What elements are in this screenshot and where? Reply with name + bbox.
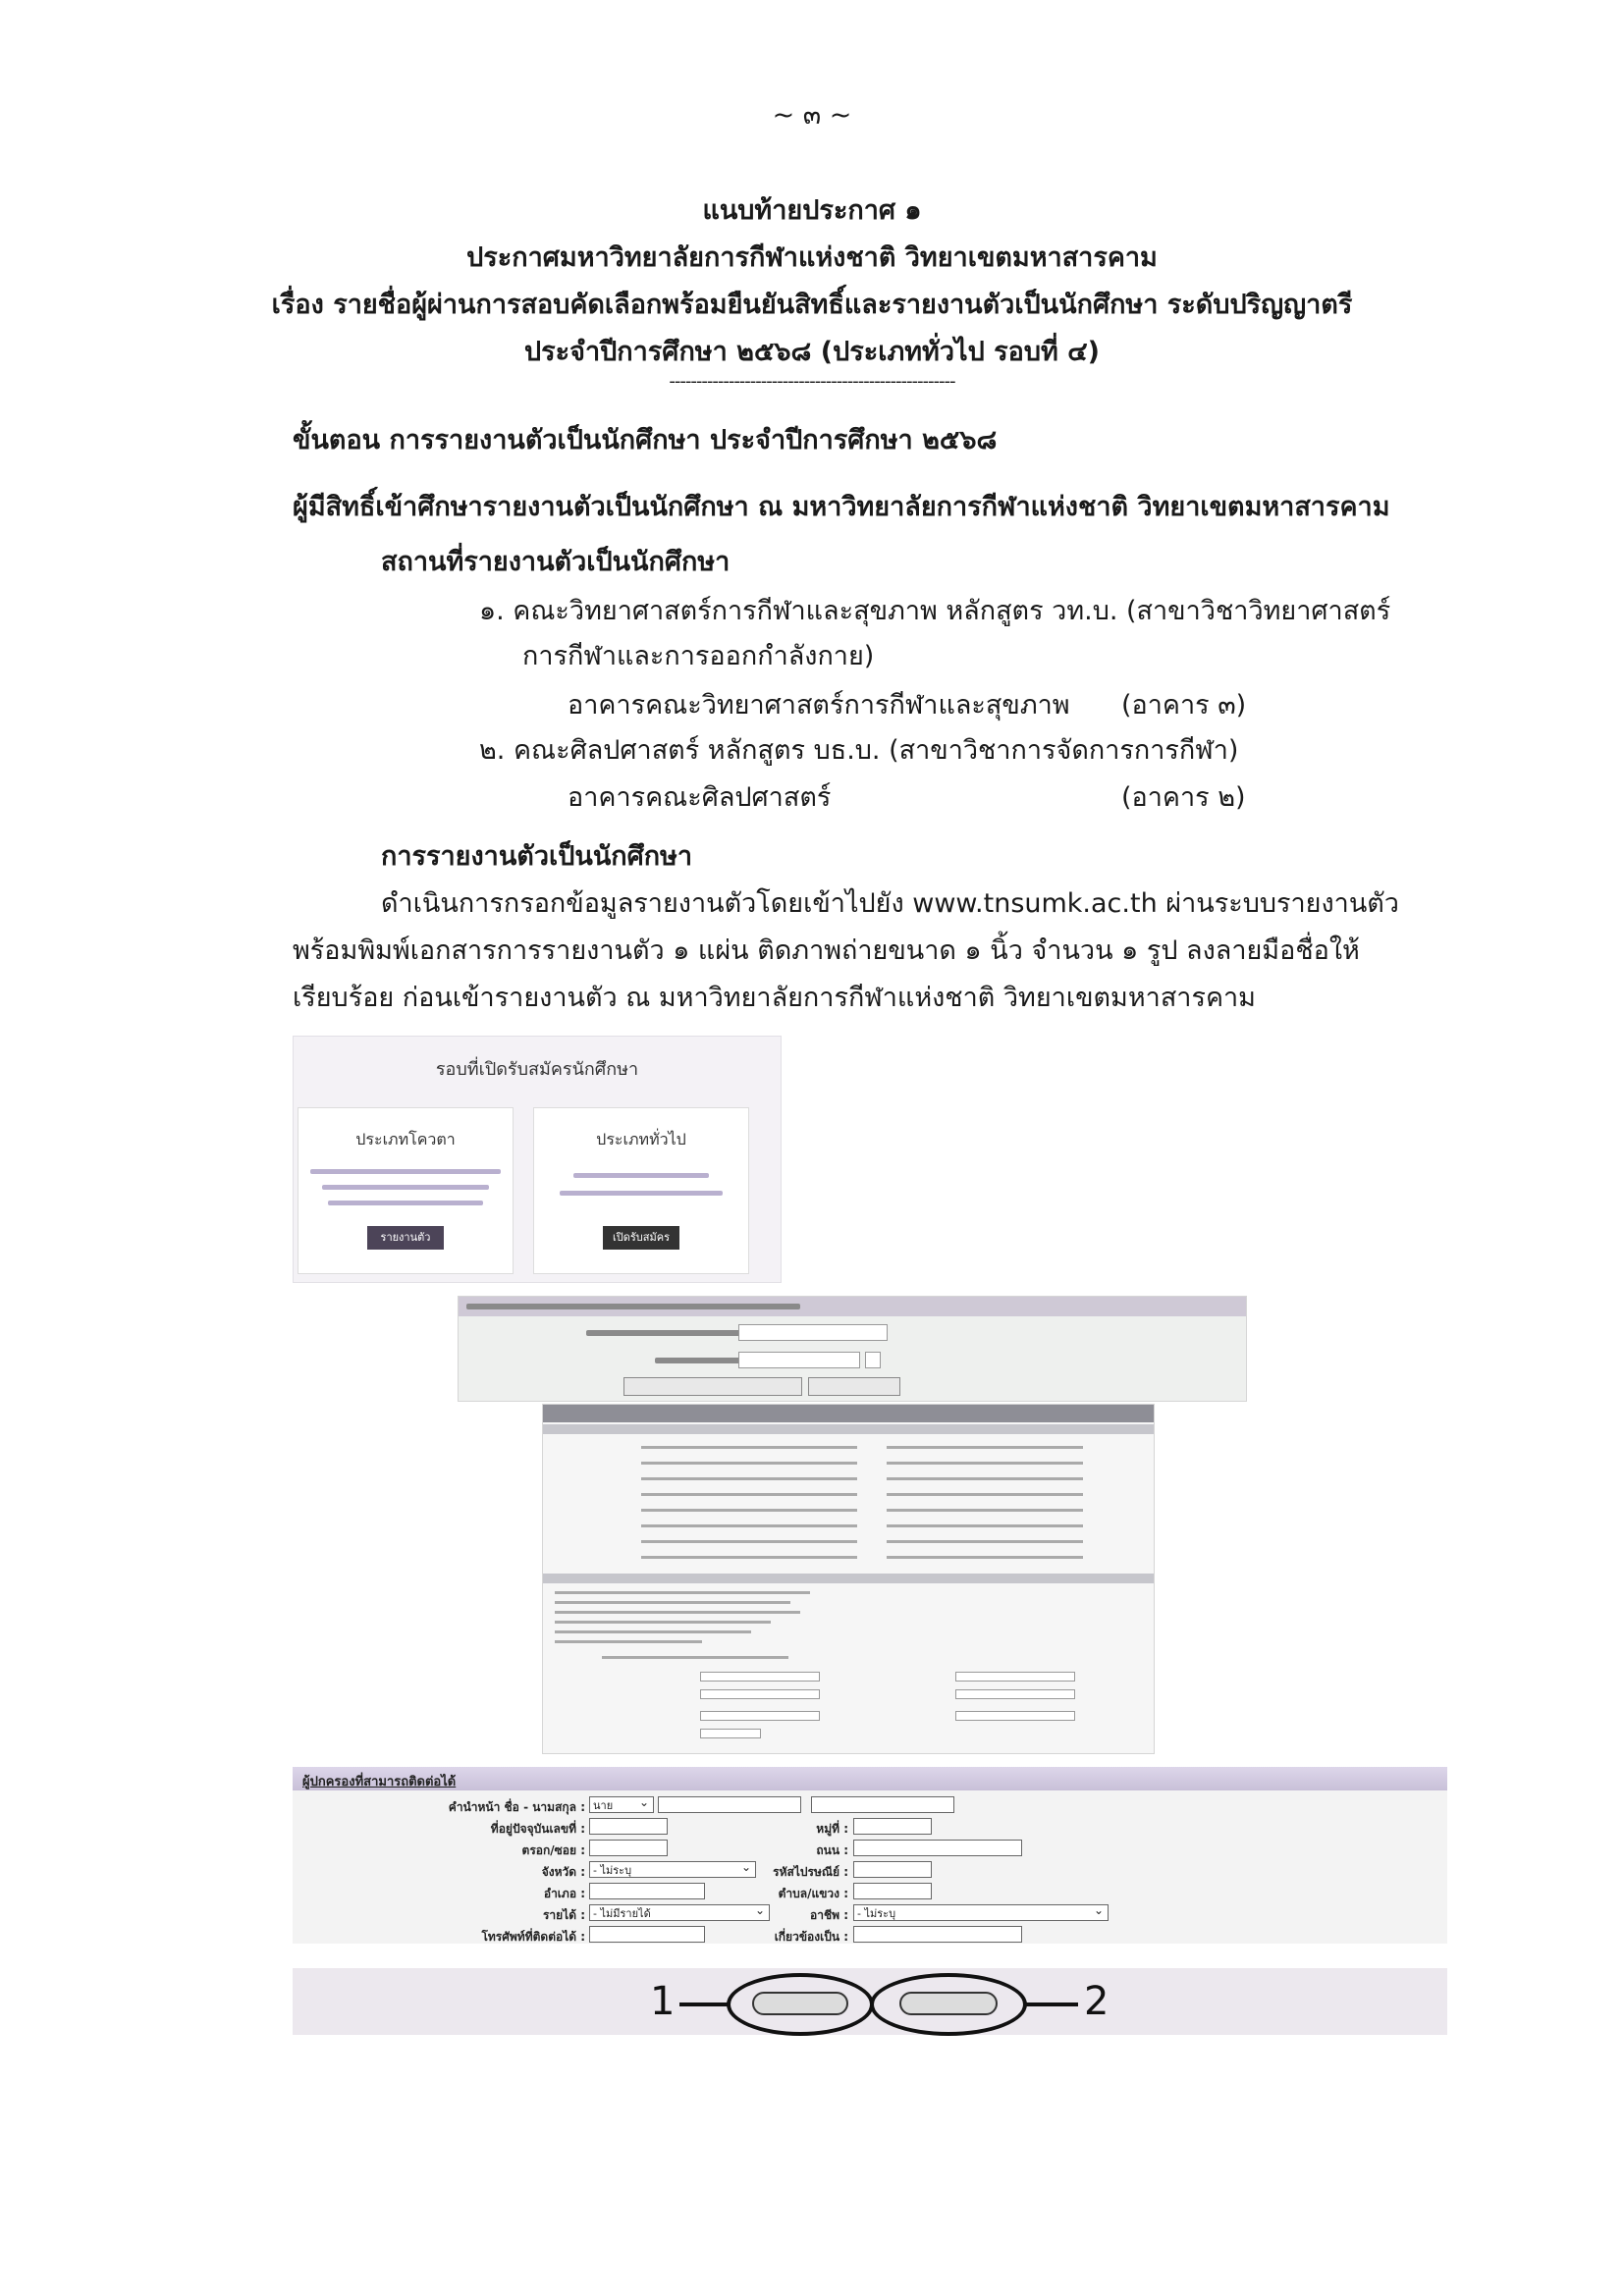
form-row <box>641 1477 857 1480</box>
checkbox-row <box>555 1621 771 1624</box>
enter-report-button[interactable] <box>623 1377 802 1396</box>
open-application-button[interactable]: เปิดรับสมัคร <box>603 1226 679 1250</box>
relation-label: เกี่ยวข้องเป็น : <box>774 1930 848 1944</box>
phone-input[interactable] <box>589 1926 705 1943</box>
address-no-label: ที่อยู่ปัจจุบันเลขที่ : <box>490 1822 585 1836</box>
guardian-title-select[interactable]: นาย ⌄ <box>589 1796 654 1813</box>
province-select[interactable]: - ไม่ระบุ ⌄ <box>589 1861 756 1878</box>
guardian-firstname-input[interactable] <box>658 1796 801 1813</box>
calendar-icon[interactable] <box>865 1352 881 1368</box>
form-row <box>887 1540 1083 1543</box>
form-row <box>641 1556 857 1559</box>
page-number: ~ ๓ ~ <box>772 100 852 131</box>
guardian-name-label: คำนำหน้า ชื่อ - นามสกุล : <box>448 1800 585 1814</box>
screenshot-admission-rounds <box>293 1036 782 1283</box>
save-button[interactable] <box>752 1992 848 2015</box>
checkbox-row <box>555 1630 751 1633</box>
form-row <box>887 1524 1083 1527</box>
location-2-building-no: (อาคาร ๒) <box>1121 782 1246 813</box>
print-button[interactable] <box>899 1992 998 2015</box>
form-row <box>641 1462 857 1465</box>
card-general-text-line <box>560 1191 723 1196</box>
income-label: รายได้ : <box>542 1908 585 1922</box>
checkbox-row <box>555 1601 790 1604</box>
occupation-label: อาชีพ : <box>810 1908 848 1922</box>
personal-section-header <box>543 1424 1154 1434</box>
location-heading: สถานที่รายงานตัวเป็นนักศึกษา <box>381 547 731 577</box>
annotation-number-2: 2 <box>1084 1979 1110 2024</box>
form-row <box>887 1462 1083 1465</box>
checkbox-row <box>555 1640 702 1643</box>
district-select[interactable] <box>700 1689 820 1699</box>
province-select[interactable] <box>955 1672 1075 1682</box>
road-label: ถนน : <box>816 1843 848 1857</box>
guardian-form-title: ผู้ปกครองที่สามารถติดต่อได้ <box>302 1775 457 1789</box>
school-province-select[interactable] <box>700 1711 820 1721</box>
annotation-number-1: 1 <box>650 1979 676 2024</box>
screenshot-login-form <box>458 1296 1247 1402</box>
form-row <box>641 1446 857 1449</box>
relation-input[interactable] <box>853 1926 1022 1943</box>
gpa-input[interactable] <box>700 1729 761 1738</box>
address-no-input[interactable] <box>589 1818 668 1835</box>
card-quota-text-line <box>328 1201 483 1205</box>
phone-label: โทรศัพท์ที่ติดต่อได้ : <box>481 1930 585 1944</box>
checkbox-row <box>555 1591 810 1594</box>
form-row <box>887 1493 1083 1496</box>
education-select[interactable] <box>700 1672 820 1682</box>
road-input[interactable] <box>853 1840 1022 1856</box>
subdistrict-select[interactable] <box>955 1689 1075 1699</box>
subdistrict-input[interactable] <box>853 1883 932 1899</box>
heading-line-1: แนบท้ายประกาศ ๑ <box>702 195 922 226</box>
guardian-lastname-input[interactable] <box>811 1796 954 1813</box>
card-quota-text-line <box>322 1185 489 1190</box>
form-row <box>887 1509 1083 1512</box>
form-row <box>641 1540 857 1543</box>
heading-divider: ----------------------------------------------------- <box>669 371 955 392</box>
card-general-text-line <box>573 1173 709 1178</box>
card-quota-title: ประเภทโควตา <box>355 1130 456 1148</box>
location-2-building: อาคารคณะศิลปศาสตร์ <box>568 782 832 813</box>
report-heading: การรายงานตัวเป็นนักศึกษา <box>381 841 693 872</box>
form-row <box>887 1556 1083 1559</box>
documents-section-header <box>543 1574 1154 1583</box>
form-row <box>887 1446 1083 1449</box>
postcode-label: รหัสไปรษณีย์ : <box>773 1865 848 1879</box>
report-para-line-1: ดำเนินการกรอกข้อมูลรายงานตัวโดยเข้าไปยัง www.tnsumk.ac.th ผ่านระบบรายงานตัว <box>381 888 1399 919</box>
district-label: อำเภอ : <box>543 1887 585 1900</box>
report-button[interactable]: รายงานตัว <box>367 1226 444 1250</box>
location-1-line-1: ๑. คณะวิทยาศาสตร์การกีฬาและสุขภาพ หลักสูตร วท.บ. (สาขาวิชาวิทยาศาสตร์ <box>479 596 1391 626</box>
rounds-title: รอบที่เปิดรับสมัครนักศึกษา <box>435 1059 639 1080</box>
annotation-line-2 <box>1023 2002 1078 2006</box>
form-row <box>887 1477 1083 1480</box>
form-row <box>602 1656 788 1659</box>
heading-line-4: ประจำปีการศึกษา ๒๕๖๘ (ประเภททั่วไป รอบที่ ๔) <box>524 337 1100 367</box>
alley-input[interactable] <box>589 1840 668 1856</box>
province-label: จังหวัด : <box>541 1865 585 1879</box>
moo-input[interactable] <box>853 1818 932 1835</box>
school-district-select[interactable] <box>955 1711 1075 1721</box>
card-quota <box>298 1107 514 1274</box>
heading-line-3: เรื่อง รายชื่อผู้ผ่านการสอบคัดเลือกพร้อมยืนยันสิทธิ์และรายงานตัวเป็นนักศึกษา ระดับปริญญาตรี <box>271 290 1353 320</box>
income-select[interactable]: - ไม่มีรายได้ ⌄ <box>589 1904 770 1921</box>
location-2-line-1: ๒. คณะศิลปศาสตร์ หลักสูตร บธ.บ. (สาขาวิชาการจัดการการกีฬา) <box>479 735 1239 766</box>
form-row <box>641 1524 857 1527</box>
national-id-input[interactable] <box>738 1324 888 1341</box>
occupation-select[interactable]: - ไม่ระบุ ⌄ <box>853 1904 1109 1921</box>
back-button[interactable] <box>808 1377 900 1396</box>
birthdate-input[interactable] <box>738 1352 860 1368</box>
card-quota-text-line <box>310 1169 501 1174</box>
form-row <box>641 1509 857 1512</box>
guardian-form-header <box>293 1767 1447 1790</box>
student-info-header <box>543 1405 1154 1422</box>
checkbox-row <box>555 1611 800 1614</box>
screenshot-guardian-form <box>293 1767 1447 1944</box>
location-1-building: อาคารคณะวิทยาศาสตร์การกีฬาและสุขภาพ <box>568 690 1070 721</box>
card-general <box>533 1107 749 1274</box>
subdistrict-label: ตำบล/แขวง : <box>778 1887 848 1900</box>
location-1-line-2: การกีฬาและการออกกำลังกาย) <box>522 641 875 671</box>
location-1-building-no: (อาคาร ๓) <box>1121 690 1247 721</box>
district-input[interactable] <box>589 1883 705 1899</box>
screenshot-student-info-form <box>542 1404 1155 1754</box>
postcode-input[interactable] <box>853 1861 932 1878</box>
login-form-header-text <box>466 1304 800 1309</box>
report-para-line-3: เรียบร้อย ก่อนเข้ารายงานตัว ณ มหาวิทยาลัยการกีฬาแห่งชาติ วิทยาเขตมหาสารคาม <box>293 983 1256 1013</box>
eligible-text: ผู้มีสิทธิ์เข้าศึกษารายงานตัวเป็นนักศึกษา ณ มหาวิทยาลัยการกีฬาแห่งชาติ วิทยาเขตมหาสารคาม <box>293 492 1390 522</box>
id-field-label <box>586 1330 753 1336</box>
report-para-line-2: พร้อมพิมพ์เอกสารการรายงานตัว ๑ แผ่น ติดภาพถ่ายขนาด ๑ นิ้ว จำนวน ๑ รูป ลงลายมือชื่อให้ <box>293 935 1360 966</box>
form-row <box>641 1493 857 1496</box>
card-general-title: ประเภททั่วไป <box>596 1130 686 1148</box>
annotation-line-1 <box>679 2002 731 2006</box>
step-title: ขั้นตอน การรายงานตัวเป็นนักศึกษา ประจำปีการศึกษา ๒๕๖๘ <box>293 425 998 455</box>
moo-label: หมู่ที่ : <box>816 1822 848 1836</box>
alley-label: ตรอก/ซอย : <box>521 1843 585 1857</box>
heading-line-2: ประกาศมหาวิทยาลัยการกีฬาแห่งชาติ วิทยาเขตมหาสารคาม <box>466 242 1158 273</box>
